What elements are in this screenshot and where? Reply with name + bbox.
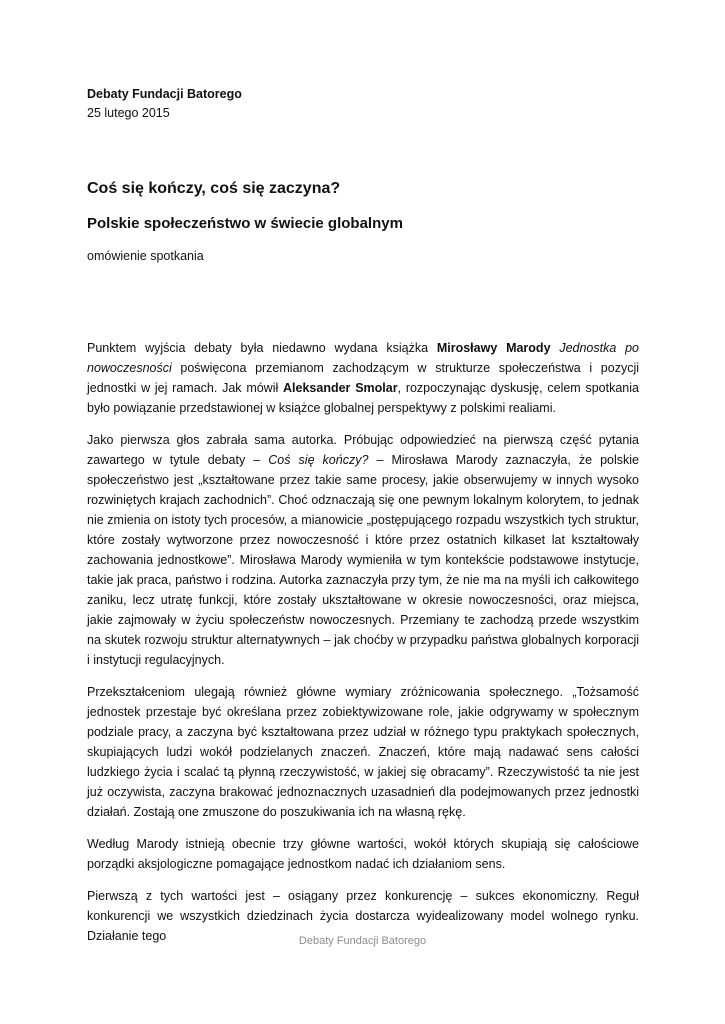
debate-question-quote: Coś się kończy? xyxy=(268,453,369,467)
paragraph-2 xyxy=(87,430,639,670)
organization-name: Debaty Fundacji Batorego xyxy=(87,87,242,101)
paragraph-1-text-c: poświęcona przemianom zachodzącym w strukturze społeczeństwa i pozycji jednostki w jej ramach. Jak mówił xyxy=(87,361,639,395)
page-title: Coś się kończy, coś się zaczyna? xyxy=(87,180,341,197)
author-name: Mirosławy Marody xyxy=(436,341,551,355)
page-subtitle: Polskie społeczeństwo w świecie globalnym xyxy=(87,215,403,232)
paragraph-3: Przekształceniom ulegają również główne wymiary zróżnicowania społecznego. „Tożsamość jednostek przestaje być określana przez zobiektywizowane role, jakie odgrywamy w społecznym podziale pracy, a zaczyna być kształtowana przez udział w różnego typu praktykach społecznych, skupiających ludzi wokół podzielanych znaczeń. Znaczeń, które mają nadawać sens całości ludzkiego życia i scalać tą płynną rzeczywistość, w jakiej się obracamy”. Rzeczywistość ta nie jest już oczywista, zaczyna brakować jednoznacznych uzasadnień dla podejmowanych przez jednostki działań. Zostają one zmuszone do poszukiwania ich na własną rękę. xyxy=(87,685,639,819)
document-kind: omówienie spotkania xyxy=(87,249,204,263)
body-text xyxy=(87,338,639,946)
paragraph-1-text-d: , rozpoczynając dyskusję, celem spotkania było powiązanie przedstawionej w książce globalnej perspektywy z polskimi realiami. xyxy=(87,381,639,415)
book-title: Jednostka po nowoczesności xyxy=(87,341,639,375)
paragraph-2-text-a: Jako pierwsza głos zabrała sama autorka. Próbując odpowiedzieć na pierwszą część pytania zawartego w tytule debaty – xyxy=(87,433,639,467)
paragraph-1-text-a: Punktem wyjścia debaty była niedawno wydana książka xyxy=(87,341,437,355)
moderator-name: Aleksander Smolar xyxy=(283,381,398,395)
paragraph-5: Pierwszą z tych wartości jest – osiągany przez konkurencję – sukces ekonomiczny. Reguł konkurencji we wszystkich dziedzinach życia dostarcza wyidealizowany model wolnego rynku. Działanie tego xyxy=(87,889,639,943)
document-content xyxy=(87,85,639,946)
paragraph-1-text-b xyxy=(551,341,560,355)
page-footer: Debaty Fundacji Batorego xyxy=(298,935,427,947)
paragraph-4: Według Marody istnieją obecnie trzy główne wartości, wokół których skupiają się całościowe porządki aksjologiczne pomagające jednostkom nadać ich działaniom sens. xyxy=(87,837,639,871)
paragraph-1 xyxy=(87,338,639,418)
document-date: 25 lutego 2015 xyxy=(87,106,170,120)
paragraph-2-text-b: – Mirosława Marody zaznaczyła, że polskie społeczeństwo jest „kształtowane przez takie same procesy, jakie obserwujemy w innych wysoko rozwiniętych krajach zachodnich”. Choć odznaczają się one pewnym lokalnym kolorytem, to jednak nie zmienia on istoty tych procesów, a mianowicie „postępującego rozpadu wszystkich tych struktur, które zostały wytworzone przez nowoczesność i które przez ostatnich kilkaset lat kształtowały zachowania jednostkowe”. Mirosława Marody wymieniła w tym kontekście podstawowe instytucje, takie jak praca, państwo i rodzina. Autorka zaznaczyła przy tym, że nie ma na myśli ich całkowitego zaniku, lecz utratę funkcji, które zostały ukształtowane w okresie nowoczesności, oraz miejsca, jakie zajmowały w życiu społeczeństw nowoczesnych. Przemiany te zachodzą przede wszystkim na skutek rozwoju struktur alternatywnych – jak choćby w przypadku państwa globalnych korporacji i instytucji regulacyjnych. xyxy=(87,453,639,667)
